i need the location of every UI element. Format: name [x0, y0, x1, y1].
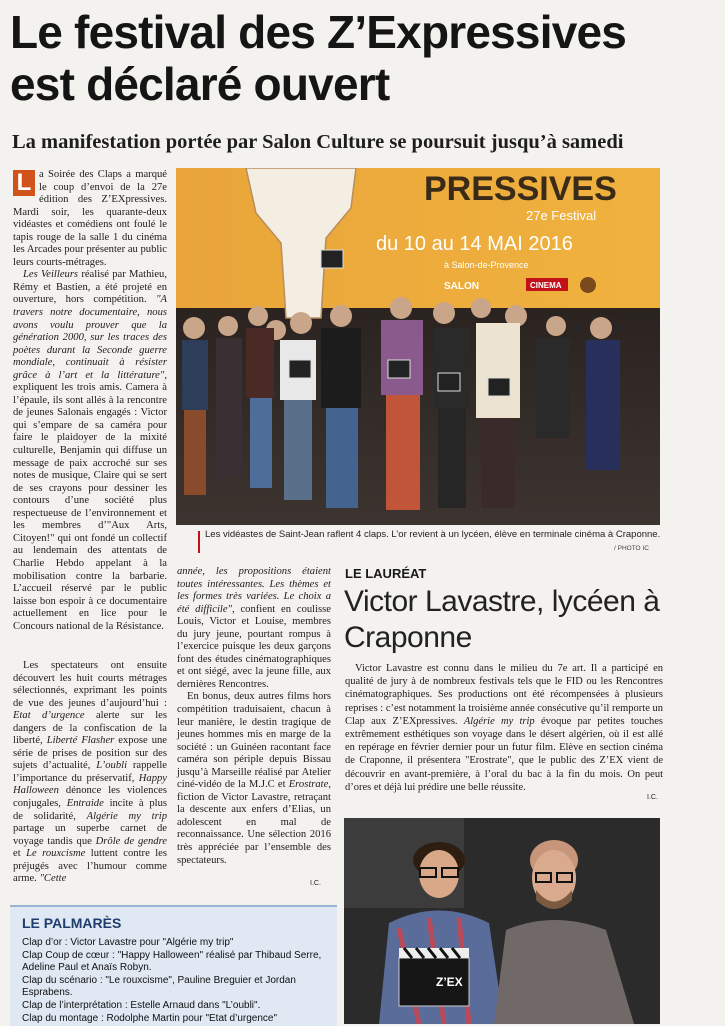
paragraph-veilleurs: Les Veilleurs réalisé par Mathieu, Rémy et Bastien, a été projeté en ouverture, hors compétition. "A travers notre documentaire, nous avons voulu prouver que la génération 2000, sur les traces des poètes durant la Seconde guerre mondiale, continuait à résister grâce à l’art et la littérature", expliquent les trois amis. Camera à l’épaule, ils sont allés à la rencontre de jeunes Salonais engagés : Victor qui s’empare de sa caméra pour faire le plaidoyer de la mixité culturelle, Benjamin qui diffuse un message de paix accroché sur ses notes de musique, Claire qui se sert de ses crayons pour dessiner les contours d’une société plus respectueuse de l’environnement et les membres d’"Aux Arts, Citoyen!" qui ont fondé un collectif au lendemain des attentats de Charlie Hebdo appelant à la mobilisation contre la barbarie. L’accueil réservé par le public laisse bon espoir à ce documentaire actuellement en lice pour le Concours national de la Résistance. — [13, 269, 167, 632]
palmares-line: Clap du montage : Rodolphe Martin pour "Etat d’urgence" — [22, 1012, 278, 1024]
paragraph-jury: année, les propositions étaient toutes intéressantes. Les thèmes et les formes très variées. Le choix a été difficile", confient en coulisse Louis, Victor et Louise, membres du jury jeune, pourtant rompus à l’exercice puisque les deux garçons font des études cinématographiques et ont siégé, avec la jeune fille, aux dernières Rencontres. — [177, 566, 331, 690]
logo-cinema: CINEMA — [530, 281, 562, 290]
column-2-signature: I.C. — [310, 880, 321, 887]
laureat-body — [345, 662, 663, 794]
headline: Le festival des Z’Expressives est déclaré ouvert — [10, 6, 627, 110]
laureat-photo — [344, 818, 660, 1024]
palmares-title: LE PALMARÈS — [22, 915, 122, 931]
paragraph-intro: L a Soirée des Claps a marqué le coup d’envoi de la 27e édition des Z’EXpressives. Mardi soir, les quarante-deux vidéastes et comédiens ont foulé le tapis rouge de la salle 1 du cinéma les Arcades pour présenter au public leurs courts-métrages. — [13, 169, 167, 268]
laureat-signature: I.C. — [647, 794, 658, 801]
palmares-line: Clap de l’interprétation : Estelle Arnaud dans "L’oubli". — [22, 999, 261, 1011]
palmares-line: Clap Coup de cœur : "Happy Halloween" réalisé par Thibaud Serre, Adeline Paul et Anaïs Robyn. — [22, 949, 322, 974]
laureat-title: Victor Lavastre, lycéen à Craponne — [344, 585, 660, 654]
logo-emblem — [580, 277, 596, 293]
banner-dates: du 10 au 14 MAI 2016 — [376, 233, 573, 255]
banner-title: PRESSIVES — [424, 170, 617, 208]
palmares-box — [10, 905, 337, 1026]
palmares-line: Clap d’or : Victor Lavastre pour "Algérie my trip" — [22, 937, 234, 948]
festival-photo — [176, 168, 660, 525]
clapperboard — [399, 948, 469, 1006]
paragraph-bonus: En bonus, deux autres films hors compétition traduisaient, chacun à leur manière, le destin tragique de jeunes hommes mis en marge de la société : un Guinéen racontant face caméra son périple depuis Bissau jusqu’à Marseille réalisé par Atelier ciné-vidéo de la M.J.C et Erostrate, fiction de Victor Lavastre, retraçant la descente aux enfers d’Elias, un adolescent en mal de reconnaissance. Une sélection 2016 très appréciée par l’ensemble des spectateurs. — [177, 691, 331, 866]
banner-edition: 27e Festival — [526, 208, 597, 223]
laureat-photo-illustration — [344, 818, 660, 1024]
photo-caption: Les vidéastes de Saint-Jean raflent 4 claps. L’or revient à un lycéen, élève en terminale cinéma à Craponne. — [205, 529, 661, 540]
article-column-2 — [177, 566, 331, 867]
article-column-1b — [13, 660, 167, 886]
dropcap: L — [13, 170, 35, 196]
festival-photo-illustration — [176, 168, 660, 525]
logo-salon: SALON — [444, 281, 479, 292]
photo-credit: / PHOTO IC — [614, 545, 649, 552]
banner-city: à Salon-de-Provence — [444, 260, 529, 270]
paragraph-spectateurs: Les spectateurs ont ensuite découvert les huit courts métrages sélectionnés, exprimant les points de vue des jeunes d’aujourd’hui : Etat d’urgence alerte sur les dangers de la confiscation de la liberté, Liberté Flasher expose une série de prises de position sur des sujets d’actualité, L’oubli rappelle l’importance du préservatif, Happy Halloween dénonce les violences conjugales, Entraide incite à plus de solidarité, Algérie my trip partage un superbe carnet de voyage tandis que Drôle de gendre et Le rouxcisme luttent contre les préjugés avec l’humour comme arme. "Cette — [13, 660, 168, 885]
deck: La manifestation portée par Salon Culture se poursuit jusqu’à samedi — [12, 131, 624, 153]
article-column-1 — [13, 169, 167, 633]
paragraph-laureat: Victor Lavastre est connu dans le milieu du 7e art. Il a participé en qualité de jury à de nombreux festivals tels que le FID ou les Rencontres cinématographiques. Ses productions ont été récompensées à plusieurs reprises : c’est notamment la troisième année consécutive qu’il remporte un Clap aux Z’EXpressives. Algérie my trip évoque par petites touches extrêmement esthétiques son voyage dans le désert algérien, où il est allé en repérage en février dernier pour un futur film. Elève en section cinéma de Craponne, il présentera "Erostrate", que le public des Z’EX vient de découvrir en avant-première, à l’oral du bac à la fin du mois. On peut d’ores et déjà lui prédire une belle réussite. — [345, 663, 663, 793]
palmares-line: Clap du scénario : "Le rouxcisme", Pauline Breguier et Jordan Esprabens. — [22, 974, 296, 999]
section-tag: LE LAURÉAT — [345, 566, 427, 581]
clapper-text: Z’EX — [436, 975, 463, 989]
caption-marker — [198, 531, 200, 553]
